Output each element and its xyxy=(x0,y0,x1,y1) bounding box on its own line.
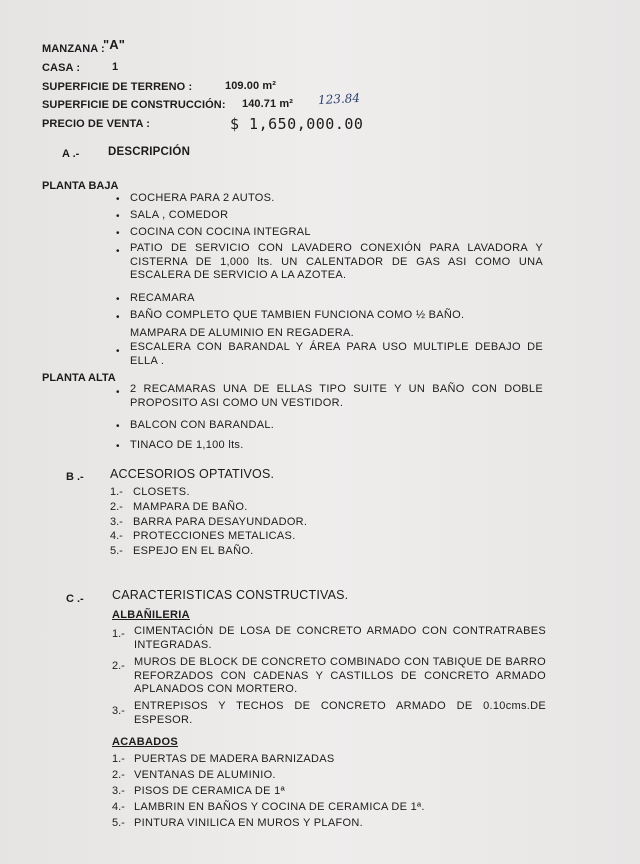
bullet-icon: • xyxy=(116,228,120,239)
list-item: VENTANAS DE ALUMINIO. xyxy=(134,769,276,781)
section-c-letter: C .- xyxy=(66,593,84,605)
manzana-label: MANZANA : xyxy=(42,43,105,55)
list-item: MAMPARA DE ALUMINIO EN REGADERA. xyxy=(130,327,354,339)
list-item: TINACO DE 1,100 lts. xyxy=(130,439,244,451)
planta-alta-label: PLANTA ALTA xyxy=(42,372,116,384)
item-number: 4.- xyxy=(112,801,125,813)
precio-label: PRECIO DE VENTA : xyxy=(42,118,151,130)
bullet-icon: • xyxy=(116,211,120,222)
list-item: PATIO DE SERVICIO CON LAVADERO CONEXIÓN PARA LAVADORA Y CISTERNA DE 1,000 lts. UN CALENTADOR DE GAS ASI COMO UNA ESCALERA DE SERVICIO A LA AZOTEA. xyxy=(130,242,543,281)
list-item: BALCON CON BARANDAL. xyxy=(130,419,275,431)
construccion-label: SUPERFICIE DE CONSTRUCCIÓN: xyxy=(42,99,226,111)
casa-label: CASA : xyxy=(42,62,81,74)
item-number: 2.- xyxy=(110,501,123,513)
list-item: SALA , COMEDOR xyxy=(130,209,229,221)
list-item: 2 RECAMARAS UNA DE ELLAS TIPO SUITE Y UN BAÑO CON DOBLE PROPOSITO ASI COMO UN VESTIDOR. xyxy=(130,383,543,409)
planta-baja-label: PLANTA BAJA xyxy=(42,180,119,192)
list-item: CLOSETS. xyxy=(133,486,190,498)
bullet-icon: • xyxy=(116,441,120,452)
bullet-icon: • xyxy=(116,246,120,257)
list-item: RECAMARA xyxy=(130,292,195,304)
item-number: 1.- xyxy=(112,628,125,640)
section-a-title: DESCRIPCIÓN xyxy=(108,146,191,158)
item-number: 3.- xyxy=(112,785,125,797)
bullet-icon: • xyxy=(116,294,120,305)
item-number: 2.- xyxy=(112,660,125,672)
terreno-label: SUPERFICIE DE TERRENO : xyxy=(42,81,193,93)
list-item: CIMENTACIÓN DE LOSA DE CONCRETO ARMADO CON CONTRATRABES INTEGRADAS. xyxy=(134,625,546,651)
terreno-value: 109.00 m² xyxy=(225,80,277,92)
item-number: 5.- xyxy=(112,817,125,829)
list-item: ENTREPISOS Y TECHOS DE CONCRETO ARMADO DE 0.10cms.DE ESPESOR. xyxy=(134,700,546,726)
bullet-icon: • xyxy=(116,387,120,398)
list-item: PROTECCIONES METALICAS. xyxy=(133,530,296,542)
list-item: LAMBRIN EN BAÑOS Y COCINA DE CERAMICA DE 1ª. xyxy=(134,801,425,813)
casa-value: 1 xyxy=(112,61,119,73)
bullet-icon: • xyxy=(116,421,120,432)
list-item: PINTURA VINILICA EN MUROS Y PLAFON. xyxy=(134,817,363,829)
acabados-label: ACABADOS xyxy=(112,736,178,748)
item-number: 2.- xyxy=(112,769,125,781)
list-item: COCHERA PARA 2 AUTOS. xyxy=(130,192,275,204)
item-number: 3.- xyxy=(110,516,123,528)
section-b-letter: B .- xyxy=(66,471,84,483)
item-number: 4.- xyxy=(110,530,123,542)
bullet-icon: • xyxy=(116,194,120,205)
item-number: 1.- xyxy=(112,753,125,765)
section-a-letter: A .- xyxy=(62,148,80,160)
handwritten-note: 123.84 xyxy=(317,90,361,108)
list-item: PISOS DE CERAMICA DE 1ª xyxy=(134,785,285,797)
list-item: MUROS DE BLOCK DE CONCRETO COMBINADO CON TABIQUE DE BARRO REFORZADOS CON CADENAS Y CASTILLOS DE CONCRETO ARMADO APLANADOS CON MORTERO. xyxy=(134,656,546,695)
section-b-title: ACCESORIOS OPTATIVOS. xyxy=(110,467,275,481)
list-item: ESPEJO EN EL BAÑO. xyxy=(133,545,254,557)
item-number: 1.- xyxy=(110,486,123,498)
list-item: PUERTAS DE MADERA BARNIZADAS xyxy=(134,753,335,765)
list-item: COCINA CON COCINA INTEGRAL xyxy=(130,226,311,238)
item-number: 5.- xyxy=(110,545,123,557)
precio-value: $ 1,650,000.00 xyxy=(230,115,364,133)
list-item: MAMPARA DE BAÑO. xyxy=(133,501,248,513)
item-number: 3.- xyxy=(112,705,125,717)
list-item: ESCALERA CON BARANDAL Y ÁREA PARA USO MULTIPLE DEBAJO DE ELLA . xyxy=(130,341,543,367)
list-item: BAÑO COMPLETO QUE TAMBIEN FUNCIONA COMO ½ BAÑO. xyxy=(130,309,465,321)
albanileria-label: ALBAÑILERIA xyxy=(112,609,190,621)
manzana-value: "A" xyxy=(103,37,126,52)
bullet-icon: • xyxy=(116,346,120,357)
bullet-icon: • xyxy=(116,312,120,323)
construccion-value: 140.71 m² xyxy=(242,98,294,110)
section-c-title: CARACTERISTICAS CONSTRUCTIVAS. xyxy=(112,588,349,602)
list-item: BARRA PARA DESAYUNDADOR. xyxy=(133,516,308,528)
